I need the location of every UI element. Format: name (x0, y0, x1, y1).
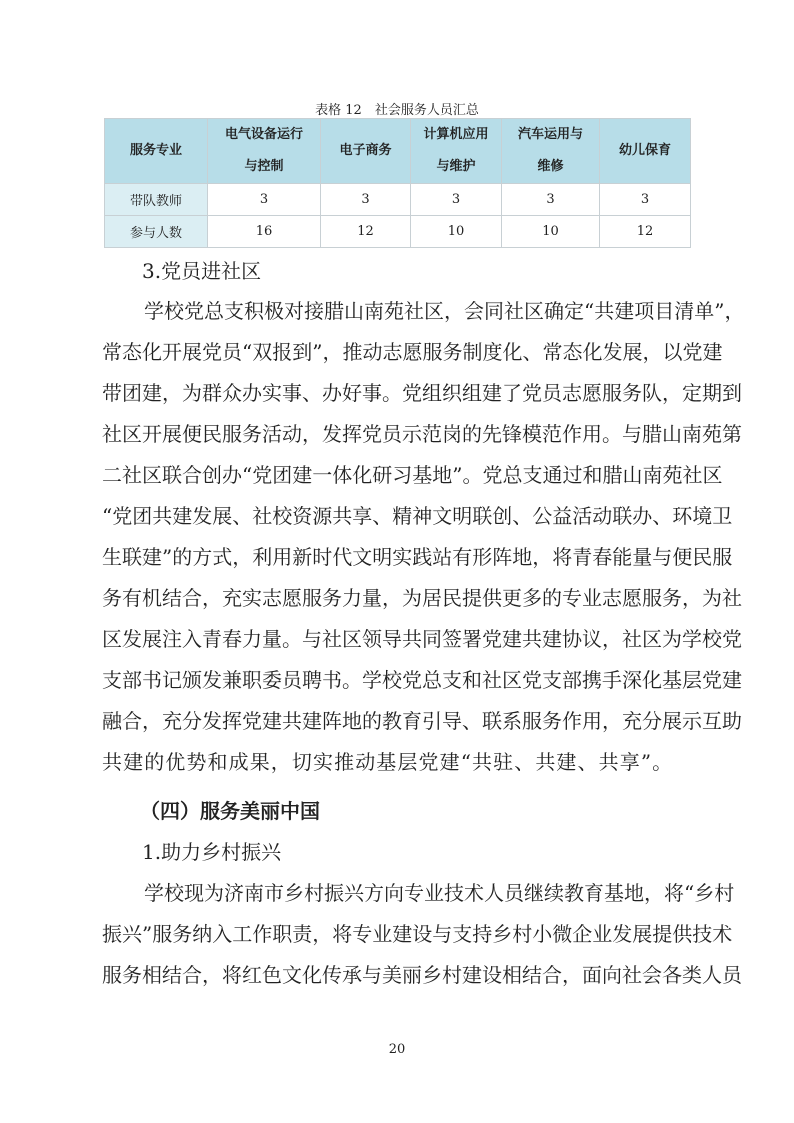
page-number: 20 (388, 1042, 406, 1057)
header-cell: 汽车运用与 维修 (502, 119, 600, 184)
text-line: 融合，充分发挥党建共建阵地的教育引导、联系服务作用，充分展示互助 (102, 709, 742, 733)
header-cell: 计算机应用 与维护 (411, 119, 502, 184)
text-line: 服务相结合，将红色文化传承与美丽乡村建设相结合，面向社会各类人员 (102, 963, 742, 987)
row-label: 带队教师 (105, 184, 208, 216)
cell: 16 (208, 216, 321, 248)
table-row (105, 184, 691, 216)
text-line: 学校党总支积极对接腊山南苑社区，会同社区确定“共建项目清单”， (144, 299, 745, 323)
table-header-row (105, 119, 691, 184)
header-cell: 电气设备运行 与控制 (208, 119, 321, 184)
section-heading: 3.党员进社区 (142, 259, 262, 283)
text-line: 学校现为济南市乡村振兴方向专业技术人员继续教育基地，将“乡村 (144, 881, 735, 905)
text-line: 区发展注入青春力量。与社区领导共同签署党建共建协议，社区为学校党 (102, 627, 742, 651)
text-line: 常态化开展党员“双报到”，推动志愿服务制度化、常态化发展，以党建 (102, 340, 723, 364)
header-cell: 幼儿保育 (600, 119, 691, 184)
table-caption: 表格 12 社会服务人员汇总 (315, 103, 479, 118)
text-line: 共建的优势和成果，切实推动基层党建“共驻、共建、共享”。 (102, 750, 674, 774)
text-line: 带团建，为群众办实事、办好事。党组织组建了党员志愿服务队，定期到 (102, 381, 742, 405)
cell: 12 (600, 216, 691, 248)
text-line: “党团共建发展、社校资源共享、精神文明联创、公益活动联办、环境卫 (102, 504, 733, 528)
text-line: 振兴”服务纳入工作职责，将专业建设与支持乡村小微企业发展提供技术 (102, 922, 733, 946)
subsection-heading: 1.助力乡村振兴 (142, 840, 282, 864)
header-cell: 服务专业 (105, 119, 208, 184)
cell: 3 (600, 184, 691, 216)
header-cell: 电子商务 (321, 119, 411, 184)
cell: 3 (208, 184, 321, 216)
section-heading: （四）服务美丽中国 (140, 799, 320, 823)
text-line: 支部书记颁发兼职委员聘书。学校党总支和社区党支部携手深化基层党建 (102, 668, 742, 692)
row-label: 参与人数 (105, 216, 208, 248)
text-line: 社区开展便民服务活动，发挥党员示范岗的先锋模范作用。与腊山南苑第 (102, 422, 742, 446)
table-row (105, 216, 691, 248)
cell: 12 (321, 216, 411, 248)
cell: 10 (411, 216, 502, 248)
cell: 10 (502, 216, 600, 248)
cell: 3 (411, 184, 502, 216)
cell: 3 (502, 184, 600, 216)
cell: 3 (321, 184, 411, 216)
text-line: 务有机结合，充实志愿服务力量，为居民提供更多的专业志愿服务，为社 (102, 586, 742, 610)
service-staff-table (104, 118, 691, 248)
text-line: 二社区联合创办“党团建一体化研习基地”。党总支通过和腊山南苑社区 (102, 463, 723, 487)
text-line: 生联建”的方式，利用新时代文明实践站有形阵地，将青春能量与便民服 (102, 545, 733, 569)
